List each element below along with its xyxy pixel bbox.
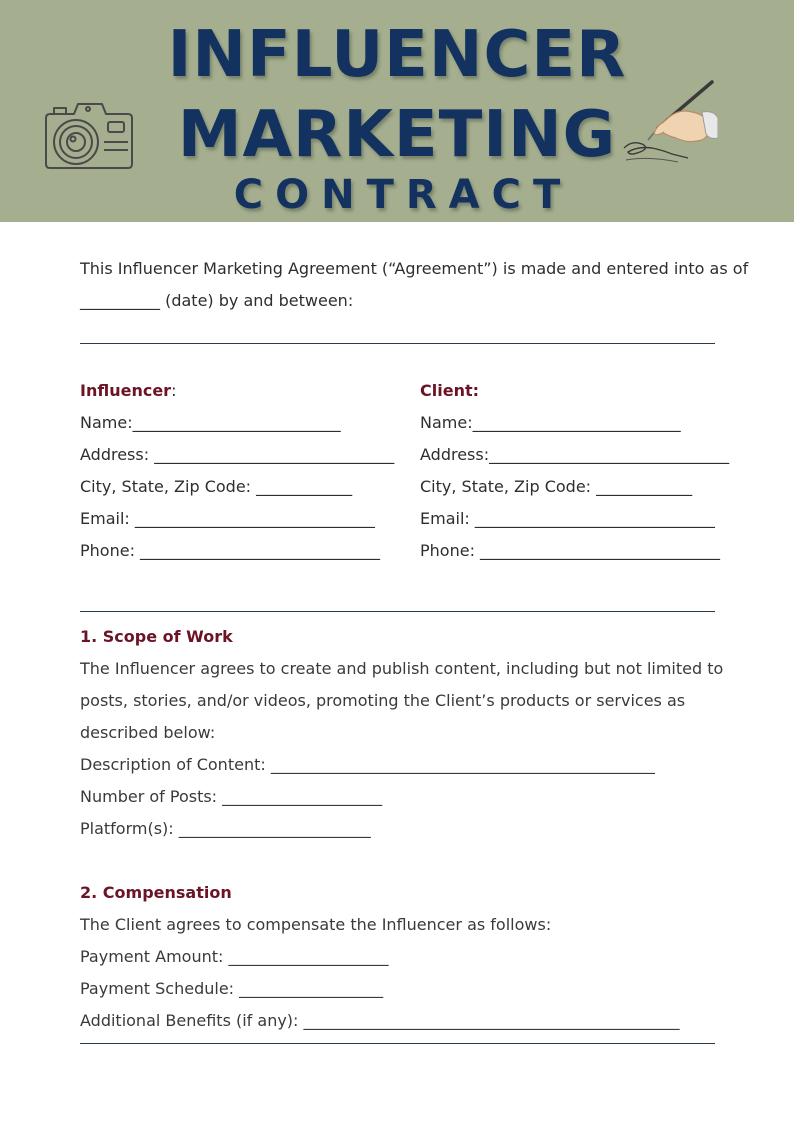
divider — [80, 611, 715, 612]
number-of-posts-field[interactable]: Number of Posts: ____________________ — [80, 787, 383, 806]
hand-writing-pen-icon — [618, 78, 718, 168]
intro-line-1: This Influencer Marketing Agreement (“Agreement”) is made and entered into as of — [80, 259, 749, 278]
payment-amount-field[interactable]: Payment Amount: ____________________ — [80, 947, 389, 966]
client-name-field[interactable]: Name:__________________________ — [420, 413, 681, 432]
scope-paragraph-line-1: The Influencer agrees to create and publish content, including but not limited to — [80, 659, 724, 678]
client-address-field[interactable]: Address:______________________________ — [420, 445, 730, 464]
influencer-heading-colon: : — [171, 381, 177, 400]
influencer-email-field[interactable]: Email: ______________________________ — [80, 509, 375, 528]
additional-benefits-field[interactable]: Additional Benefits (if any): _______________________________________________ — [80, 1011, 680, 1030]
client-email-field[interactable]: Email: ______________________________ — [420, 509, 715, 528]
title-line-1: INFLUENCER — [167, 18, 627, 92]
intro-line-2: __________ (date) by and between: — [80, 291, 354, 310]
client-phone-field[interactable]: Phone: ______________________________ — [420, 541, 721, 560]
scope-paragraph-line-3: described below: — [80, 723, 216, 742]
platforms-field[interactable]: Platform(s): ________________________ — [80, 819, 371, 838]
client-city-field[interactable]: City, State, Zip Code: ____________ — [420, 477, 693, 496]
header-banner — [0, 0, 794, 222]
influencer-address-field[interactable]: Address: ______________________________ — [80, 445, 395, 464]
title-line-2: MARKETING — [177, 98, 617, 172]
scope-heading: 1. Scope of Work — [80, 627, 233, 646]
compensation-heading: 2. Compensation — [80, 883, 232, 902]
scope-paragraph-line-2: posts, stories, and/or videos, promoting the Client’s products or services as — [80, 691, 686, 710]
influencer-city-field[interactable]: City, State, Zip Code: ____________ — [80, 477, 353, 496]
client-heading: Client: — [420, 381, 479, 400]
influencer-name-field[interactable]: Name:__________________________ — [80, 413, 341, 432]
compensation-intro: The Client agrees to compensate the Influencer as follows: — [80, 915, 552, 934]
influencer-heading-label: Influencer — [80, 381, 172, 400]
content-description-field[interactable]: Description of Content: ________________________________________________ — [80, 755, 655, 774]
divider — [80, 1043, 715, 1044]
divider — [80, 343, 715, 344]
influencer-phone-field[interactable]: Phone: ______________________________ — [80, 541, 381, 560]
title-line-3: CONTRACT — [233, 172, 573, 218]
influencer-heading — [80, 381, 176, 401]
payment-schedule-field[interactable]: Payment Schedule: __________________ — [80, 979, 384, 998]
